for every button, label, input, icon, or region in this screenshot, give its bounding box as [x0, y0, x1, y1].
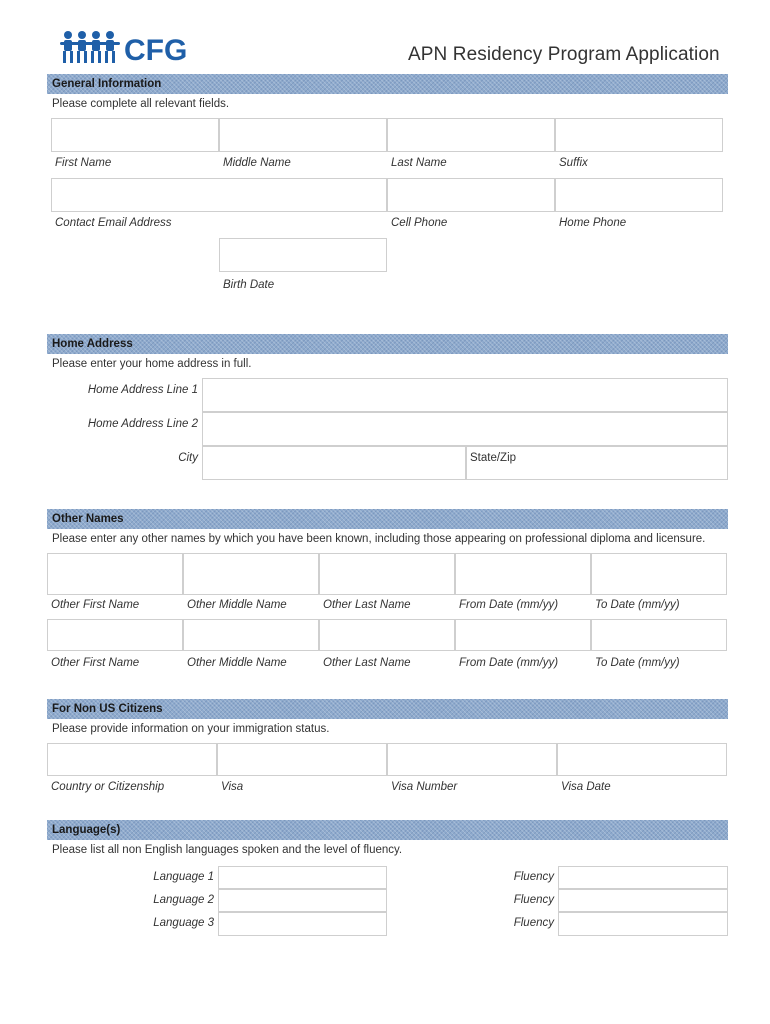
last-name-label: Last Name	[391, 157, 447, 169]
other-to-date-field[interactable]	[591, 553, 727, 595]
other-last-name-label: Other Last Name	[323, 657, 411, 669]
home-address-intro-text: Please enter your home address in full.	[52, 358, 252, 370]
first-name-field[interactable]	[51, 118, 219, 152]
section-header-languages: Language(s)	[47, 820, 728, 840]
languages-intro-text: Please list all non English languages spoken and the level of fluency.	[52, 844, 403, 856]
suffix-field[interactable]	[555, 118, 723, 152]
fluency-2-field[interactable]	[558, 889, 728, 912]
contact-email-field[interactable]	[51, 178, 387, 212]
visa-label: Visa	[221, 781, 244, 793]
language-3-field[interactable]	[218, 912, 387, 936]
other-from-date-field[interactable]	[455, 619, 591, 651]
visa-number-field[interactable]	[387, 743, 557, 776]
home-address-line1-label: Home Address Line 1	[87, 384, 198, 396]
visa-date-field[interactable]	[557, 743, 727, 776]
other-middle-name-field[interactable]	[183, 619, 319, 651]
other-to-date-label: To Date (mm/yy)	[595, 657, 680, 669]
other-to-date-field[interactable]	[591, 619, 727, 651]
suffix-label: Suffix	[559, 157, 588, 169]
other-middle-name-label: Other Middle Name	[187, 657, 287, 669]
other-last-name-field[interactable]	[319, 619, 455, 651]
home-phone-field[interactable]	[555, 178, 723, 212]
cell-phone-field[interactable]	[387, 178, 555, 212]
state-zip-label: State/Zip	[470, 452, 517, 464]
middle-name-field[interactable]	[219, 118, 387, 152]
language-2-label: Language 2	[153, 894, 214, 906]
other-names-intro-text: Please enter any other names by which you have been known, including those appearing on professional diploma and licensure.	[52, 533, 706, 545]
fluency-3-field[interactable]	[558, 912, 728, 936]
other-last-name-field[interactable]	[319, 553, 455, 595]
general-intro-text: Please complete all relevant fields.	[52, 98, 230, 110]
home-address-line2-field[interactable]	[202, 412, 728, 446]
other-from-date-label: From Date (mm/yy)	[459, 599, 559, 611]
fluency-2-label: Fluency	[513, 894, 554, 906]
birth-date-field[interactable]	[219, 238, 387, 272]
visa-date-label: Visa Date	[561, 781, 611, 793]
fluency-1-label: Fluency	[513, 871, 554, 883]
other-first-name-field[interactable]	[47, 553, 183, 595]
country-citizenship-field[interactable]	[47, 743, 217, 776]
language-3-label: Language 3	[153, 917, 214, 929]
home-address-line1-field[interactable]	[202, 378, 728, 412]
fluency-1-field[interactable]	[558, 866, 728, 889]
other-first-name-label: Other First Name	[51, 599, 140, 611]
cell-phone-label: Cell Phone	[391, 217, 448, 229]
section-header-other-names: Other Names	[47, 509, 728, 529]
last-name-field[interactable]	[387, 118, 555, 152]
section-header-general-information: General Information	[47, 74, 728, 94]
city-field[interactable]	[202, 446, 466, 480]
other-first-name-label: Other First Name	[51, 657, 140, 669]
other-first-name-field[interactable]	[47, 619, 183, 651]
other-from-date-field[interactable]	[455, 553, 591, 595]
home-phone-label: Home Phone	[559, 217, 627, 229]
birth-date-label: Birth Date	[223, 279, 275, 291]
page-title: APN Residency Program Application	[408, 44, 720, 65]
visa-field[interactable]	[217, 743, 387, 776]
section-header-home-address: Home Address	[47, 334, 728, 354]
language-1-label: Language 1	[153, 871, 214, 883]
city-label: City	[178, 452, 198, 464]
section-header-non-us-citizens: For Non US Citizens	[47, 699, 728, 719]
first-name-label: First Name	[55, 157, 112, 169]
other-middle-name-field[interactable]	[183, 553, 319, 595]
language-1-field[interactable]	[218, 866, 387, 889]
home-address-line2-label: Home Address Line 2	[87, 418, 198, 430]
logo-text: CFG	[124, 34, 188, 67]
other-from-date-label: From Date (mm/yy)	[459, 657, 559, 669]
middle-name-label: Middle Name	[223, 157, 291, 169]
other-middle-name-label: Other Middle Name	[187, 599, 287, 611]
visa-number-label: Visa Number	[391, 781, 458, 793]
language-2-field[interactable]	[218, 889, 387, 912]
non-us-intro-text: Please provide information on your immigration status.	[52, 723, 330, 735]
country-citizenship-label: Country or Citizenship	[51, 781, 165, 793]
other-to-date-label: To Date (mm/yy)	[595, 599, 680, 611]
other-last-name-label: Other Last Name	[323, 599, 411, 611]
fluency-3-label: Fluency	[513, 917, 554, 929]
cfg-logo	[58, 26, 198, 70]
contact-email-label: Contact Email Address	[55, 217, 172, 229]
